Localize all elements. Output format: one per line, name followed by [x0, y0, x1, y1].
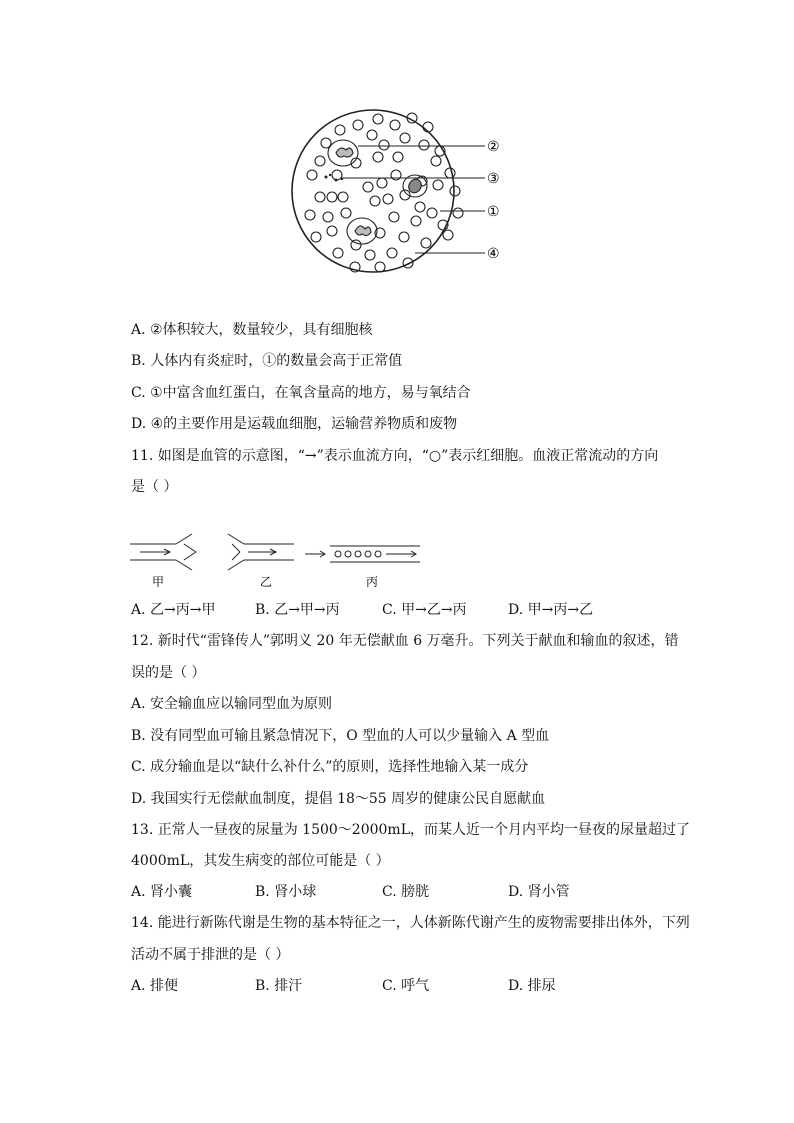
q10-option-d: D. ④的主要作用是运载血细胞，运输营养物质和废物 [131, 416, 458, 432]
vessel-label-yi: 乙 [260, 575, 273, 589]
vessel-figure [128, 532, 428, 592]
q13-stem-line1: 13. 正常人一昼夜的尿量为 1500～2000mL，而某人近一个月内平均一昼夜的尿量超过了 [131, 822, 690, 838]
q13-option-d: D. 肾小管 [508, 884, 570, 900]
label-4: ④ [487, 246, 500, 262]
q14-option-c: C. 呼气 [382, 978, 430, 994]
q11-option-a: A. 乙→丙→甲 [131, 602, 216, 618]
q11-option-d: D. 甲→丙→乙 [508, 602, 594, 618]
red-blood-cells [305, 113, 463, 272]
q12-stem-line2: 误的是（ ） [131, 665, 206, 681]
vessel-label-jia: 甲 [152, 575, 165, 589]
q11-option-b: B. 乙→甲→丙 [255, 602, 340, 618]
q14-stem-line2: 活动不属于排泄的是（ ） [131, 947, 290, 963]
vessel-label-bing: 丙 [366, 575, 379, 589]
q14-option-d: D. 排尿 [508, 978, 556, 994]
q14-option-a: A. 排便 [131, 978, 179, 994]
blood-smear-figure [280, 95, 520, 290]
q12-option-a: A. 安全输血应以输同型血为原则 [131, 696, 333, 712]
label-2: ② [487, 139, 500, 155]
label-1: ① [487, 204, 500, 220]
q11-stem-line2: 是（ ） [131, 479, 178, 495]
q13-option-b: B. 肾小球 [255, 884, 317, 900]
q10-option-a: A. ②体积较大，数量较少，具有细胞核 [131, 322, 373, 338]
q10-option-b: B. 人体内有炎症时，①的数量会高于正常值 [131, 353, 403, 369]
q12-option-c: C. 成分输血是以“缺什么补什么”的原则，选择性地输入某一成分 [131, 759, 529, 775]
q13-option-a: A. 肾小囊 [131, 884, 193, 900]
q12-stem-line1: 12. 新时代“雷锋传人”郭明义 20 年无偿献血 6 万毫升。下列关于献血和输血的叙述，错 [131, 633, 679, 649]
platelets [325, 174, 344, 182]
q10-option-c: C. ①中富含血红蛋白，在氧含量高的地方，易与氧结合 [131, 385, 471, 401]
q14-option-b: B. 排汗 [255, 978, 303, 994]
q14-stem-line1: 14. 能进行新陈代谢是生物的基本特征之一，人体新陈代谢产生的废物需要排出体外，下列 [131, 915, 690, 931]
q12-option-b: B. 没有同型血可输且紧急情况下，O 型血的人可以少量输入 A 型血 [131, 728, 550, 744]
label-3: ③ [487, 171, 500, 187]
q13-stem-line2: 4000mL，其发生病变的部位可能是（ ） [131, 853, 390, 869]
q13-option-c: C. 膀胱 [382, 884, 430, 900]
q12-option-d: D. 我国实行无偿献血制度，提倡 18～55 周岁的健康公民自愿献血 [131, 791, 546, 807]
q11-option-c: C. 甲→乙→丙 [382, 602, 467, 618]
q11-stem-line1: 11. 如图是血管的示意图，“→”表示血流方向，“○”表示红细胞。血液正常流动的方向 [131, 448, 659, 464]
